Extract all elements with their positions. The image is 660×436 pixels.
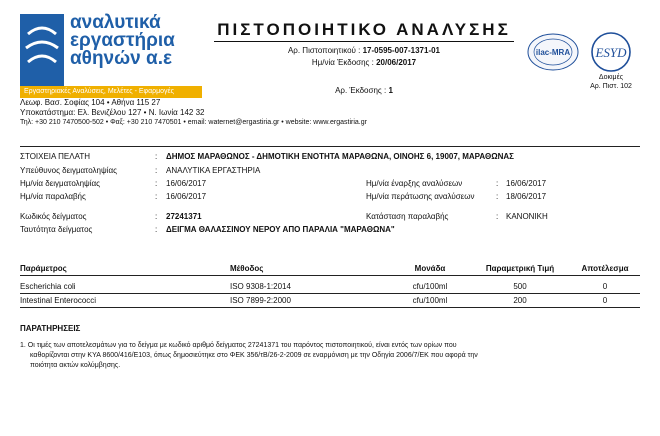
table-row bbox=[20, 280, 640, 294]
logo-symbol-icon bbox=[20, 14, 64, 86]
label-colon: : bbox=[496, 212, 499, 221]
column-header: Μέθοδος bbox=[230, 262, 390, 276]
remark-line: 1. Οι τιμές των αποτελεσμάτων για το δείγμα με κωδικό αριθμό δείγματος 27241371 του παρόντος πιστοποιητικού, είναι εντός των ορίων που bbox=[20, 342, 457, 349]
accreditation-cert-no: Αρ. Πιστ. 102 bbox=[590, 83, 632, 90]
issue-date-row bbox=[214, 58, 514, 67]
edition-label: Αρ. Έκδοσης : bbox=[335, 86, 387, 95]
limit-cell: 500 bbox=[470, 280, 570, 294]
parameter-cell: Escherichia coli bbox=[20, 280, 230, 294]
esyd-logo bbox=[584, 30, 638, 74]
parameter-cell: Intestinal Enterococci bbox=[20, 294, 230, 308]
sample-code-value: 27241371 bbox=[166, 212, 202, 221]
remarks-title: ΠΑΡΑΤΗΡΗΣΕΙΣ bbox=[20, 324, 81, 333]
receipt-date-label: Ημ/νία παραλαβής bbox=[20, 192, 86, 201]
start-date-label: Ημ/νία έναρξης αναλύσεων bbox=[366, 179, 463, 188]
sample-id-value: ΔΕΙΓΜΑ ΘΑΛΑΣΣΙΝΟΥ ΝΕΡΟΥ ΑΠΟ ΠΑΡΑΛΙΑ "ΜΑΡΑΘΩΝΑ" bbox=[166, 225, 395, 234]
column-header: Μονάδα bbox=[390, 262, 470, 276]
column-header: Αποτέλεσμα bbox=[570, 262, 640, 276]
sampling-date-value: 16/06/2017 bbox=[166, 179, 207, 188]
remark-line: ποιότητα ακτών κολύμβησης. bbox=[30, 362, 121, 369]
esyd-text: ESYD bbox=[595, 45, 627, 60]
responsible-label: Υπεύθυνος δειγματοληψίας bbox=[20, 166, 117, 175]
logo-tagline: Εργαστηριακές Αναλύσεις, Μελέτες - Εφαρμογές bbox=[20, 86, 202, 98]
sample-code-label: Κωδικός δείγματος bbox=[20, 212, 87, 221]
label-colon: : bbox=[155, 179, 158, 188]
title-underline bbox=[214, 41, 514, 42]
client-value: ΔΗΜΟΣ ΜΑΡΑΘΩΝΟΣ - ΔΗΜΟΤΙΚΗ ΕΝΟΤΗΤΑ ΜΑΡΑΘΩΝΑ, ΟΙΝΟΗΣ 6, 19007, ΜΑΡΑΘΩΝΑΣ bbox=[166, 152, 514, 161]
issue-date-label: Ημ/νία Έκδοσης : bbox=[311, 58, 374, 67]
start-date-value: 16/06/2017 bbox=[506, 179, 547, 188]
section-divider bbox=[20, 146, 640, 147]
label-colon: : bbox=[496, 192, 499, 201]
address-line: Υποκατάστημα: Ελ. Βενιζέλου 127 • Ν. Ιωνία 142 32 bbox=[20, 108, 205, 117]
accreditation-tests-label: Δοκιμές bbox=[598, 74, 624, 81]
label-colon: : bbox=[155, 212, 158, 221]
receipt-state-value: ΚΑΝΟΝΙΚΗ bbox=[506, 212, 548, 221]
client-label: ΣΤΟΙΧΕΙΑ ΠΕΛΑΤΗ bbox=[20, 152, 91, 161]
edition-row bbox=[214, 86, 514, 95]
logo-wordmark bbox=[70, 14, 175, 68]
address-line: Λεωφ. Βασ. Σοφίας 104 • Αθήνα 115 27 bbox=[20, 98, 161, 107]
table-row bbox=[20, 294, 640, 308]
logo-line: εργαστήρια bbox=[70, 30, 175, 51]
end-date-label: Ημ/νία περάτωσης αναλύσεων bbox=[366, 192, 475, 201]
result-cell: 0 bbox=[570, 280, 640, 294]
cert-number-value: 17-0595-007-1371-01 bbox=[362, 46, 441, 55]
receipt-state-label: Κατάσταση παραλαβής bbox=[366, 212, 449, 221]
sampling-date-label: Ημ/νία δειγματοληψίας bbox=[20, 179, 101, 188]
label-colon: : bbox=[155, 166, 158, 175]
cert-number-row bbox=[214, 46, 514, 55]
method-cell: ISO 9308-1:2014 bbox=[230, 280, 390, 294]
label-colon: : bbox=[155, 225, 158, 234]
sample-id-label: Ταυτότητα δείγματος bbox=[20, 225, 93, 234]
end-date-value: 18/06/2017 bbox=[506, 192, 547, 201]
ilac-mra-logo bbox=[526, 32, 580, 72]
table-header-row bbox=[20, 262, 640, 276]
receipt-date-value: 16/06/2017 bbox=[166, 192, 207, 201]
logo-line: αναλυτικά bbox=[70, 12, 161, 33]
document-title: ΠΙΣΤΟΠΟΙΗΤΙΚΟ ΑΝΑΛΥΣΗΣ bbox=[217, 20, 511, 39]
unit-cell: cfu/100ml bbox=[390, 294, 470, 308]
logo-line: αθηνών α.ε bbox=[70, 48, 172, 69]
column-header: Παραμετρική Τιμή bbox=[470, 262, 570, 276]
cert-number-label: Αρ. Πιστοποιητικού : bbox=[287, 46, 361, 55]
method-cell: ISO 7899-2:2000 bbox=[230, 294, 390, 308]
responsible-value: ΑΝΑΛΥΤΙΚΑ ΕΡΓΑΣΤΗΡΙΑ bbox=[166, 166, 261, 175]
column-header: Παράμετρος bbox=[20, 262, 230, 276]
issue-date-value: 20/06/2017 bbox=[376, 58, 417, 67]
limit-cell: 200 bbox=[470, 294, 570, 308]
remark-line: καθορίζονται στην ΚΥΑ 8600/416/Ε103, όπως δημοσιεύτηκε στο ΦΕΚ 356/τΒ/26-2-2009 σε εναρμόνιση με την Οδηγία 2006/7/ΕΚ που αφορά την bbox=[30, 352, 478, 359]
contact-line: Τηλ: +30 210 7470500-502 • Φαξ: +30 210 7470501 • email: waternet@ergastiria.gr • website: www.ergastiria.gr bbox=[20, 119, 367, 126]
company-logo bbox=[20, 12, 202, 95]
label-colon: : bbox=[496, 179, 499, 188]
results-table bbox=[20, 262, 640, 308]
label-colon: : bbox=[155, 192, 158, 201]
result-cell: 0 bbox=[570, 294, 640, 308]
edition-value: 1 bbox=[388, 86, 393, 95]
label-colon: : bbox=[155, 152, 158, 161]
ilac-text: ilac-MRA bbox=[535, 48, 571, 57]
unit-cell: cfu/100ml bbox=[390, 280, 470, 294]
